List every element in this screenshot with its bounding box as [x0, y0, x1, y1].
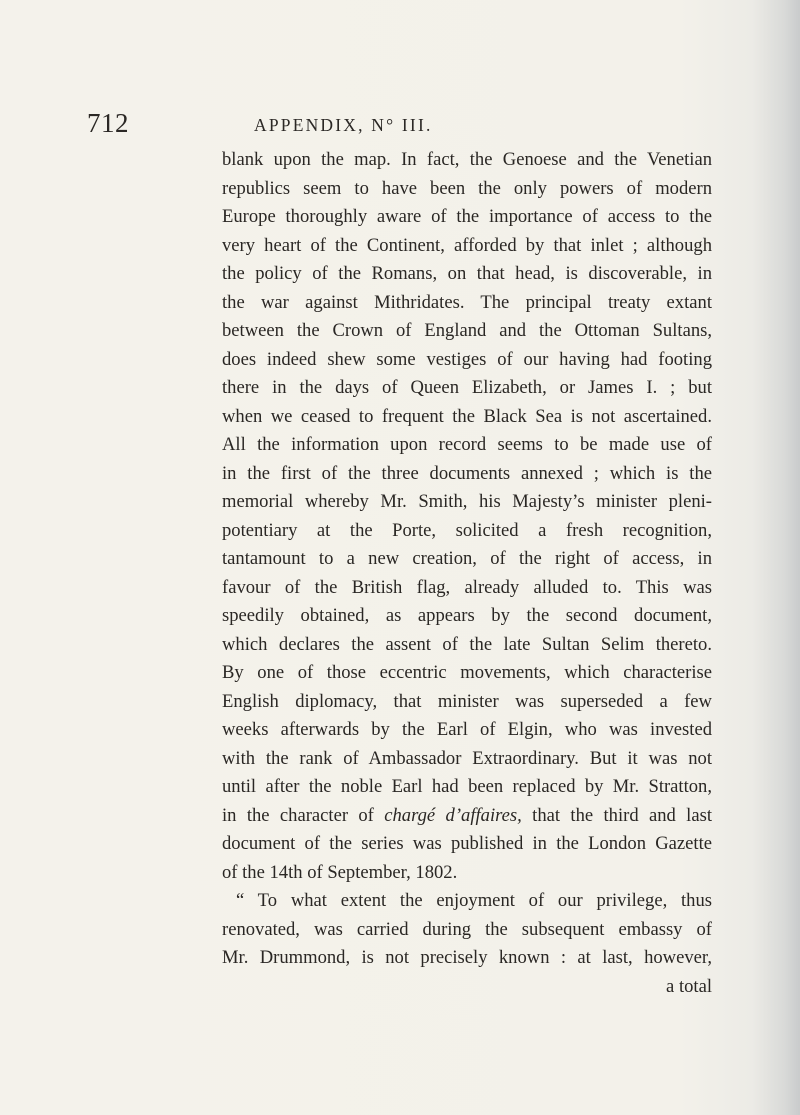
text-line: All the information upon record seems to be made use of [222, 434, 712, 455]
text-line: does indeed shew some vestiges of our having had footing [222, 348, 712, 370]
text-line: tantamount to a new creation, of the right of access, in [222, 548, 712, 569]
body-text [222, 146, 712, 1001]
text-segment: in the character of [222, 804, 385, 826]
text-line: favour of the British flag, already alluded to. This was [222, 576, 712, 598]
text-line: which declares the assent of the late Sultan Selim thereto. [222, 633, 712, 655]
text-line: Europe thoroughly aware of the importance of access to the [222, 206, 712, 227]
text-line: the war against Mithridates. The principal treaty extant [222, 291, 712, 313]
text-line-charge [222, 802, 712, 831]
text-line: By one of those eccentric movements, which characterise [222, 662, 712, 683]
text-line: weeks afterwards by the Earl of Elgin, who was invested [222, 719, 712, 740]
text-line: document of the series was published in the London Gazette [222, 833, 712, 854]
text-line: there in the days of Queen Elizabeth, or James I. ; but [222, 377, 712, 398]
text-line: in the first of the three documents annexed ; which is the [222, 462, 712, 484]
text-line: of the 14th of September, 1802. [222, 861, 458, 883]
text-line: the policy of the Romans, on that head, is discoverable, in [222, 263, 712, 284]
text-line: English diplomacy, that minister was superseded a few [222, 690, 712, 712]
text-line: “ To what extent the enjoyment of our privilege, thus [236, 890, 712, 911]
text-line: until after the noble Earl had been replaced by Mr. Stratton, [222, 776, 712, 797]
text-line: memorial whereby Mr. Smith, his Majesty’s minister pleni- [222, 491, 712, 512]
text-segment: that the third and last [521, 804, 713, 826]
text-line: Mr. Drummond, is not precisely known : at last, however, [222, 947, 712, 968]
running-head: APPENDIX, N° III. [254, 115, 433, 135]
text-line: when we ceased to frequent the Black Sea is not ascertained. [222, 405, 712, 427]
text-line: republics seem to have been the only powers of modern [222, 177, 712, 199]
page-number: 712 [87, 108, 129, 138]
italic-phrase: chargé d’affaires, [384, 804, 522, 826]
text-line: speedily obtained, as appears by the second document, [222, 605, 712, 626]
text-line: very heart of the Continent, afforded by that inlet ; although [222, 234, 712, 256]
text-line: potentiary at the Porte, solicited a fresh recognition, [222, 519, 712, 541]
text-line: blank upon the map. In fact, the Genoese and the Venetian [222, 149, 712, 170]
text-line: with the rank of Ambassador Extraordinary. But it was not [222, 747, 712, 769]
text-line: between the Crown of England and the Ottoman Sultans, [222, 320, 712, 341]
text-line: renovated, was carried during the subsequent embassy of [222, 918, 712, 940]
catchword: a total [666, 975, 712, 997]
